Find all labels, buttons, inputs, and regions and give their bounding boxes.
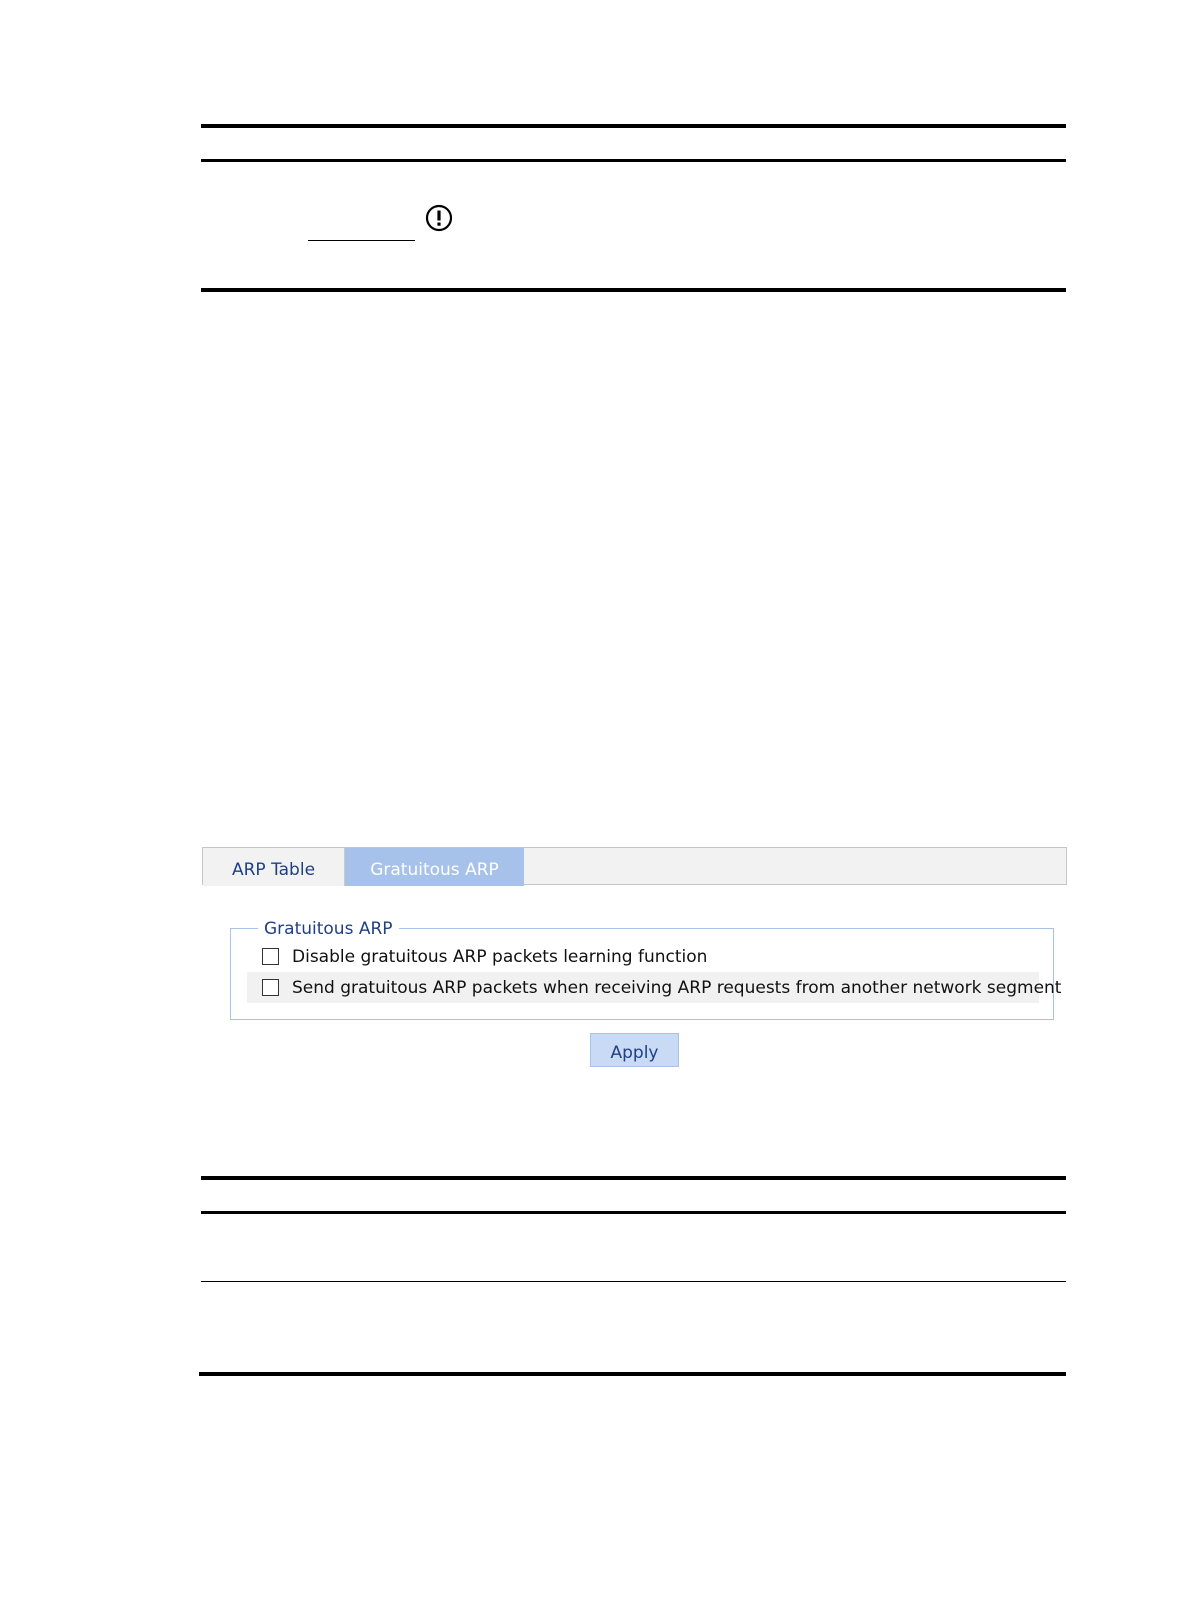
- tab-arp-table[interactable]: ARP Table: [203, 848, 345, 886]
- tab-gratuitous-arp[interactable]: Gratuitous ARP: [345, 848, 524, 886]
- option-row-send-gratuitous: [247, 972, 1062, 1003]
- table-bottom-rule: [201, 288, 1066, 292]
- send-gratuitous-label: Send gratuitous ARP packets when receiving ARP requests from another network segment: [292, 977, 1062, 998]
- table2-row-divider: [201, 1281, 1066, 1282]
- panel-legend: Gratuitous ARP: [258, 918, 399, 940]
- table2-header-rule: [201, 1211, 1066, 1214]
- send-gratuitous-checkbox[interactable]: [262, 979, 279, 996]
- table2-top-rule: [201, 1176, 1066, 1180]
- option-row-disable-learning: [247, 941, 1039, 972]
- tab-bar: [202, 847, 1067, 885]
- table2-bottom-rule: [199, 1372, 1066, 1376]
- apply-button[interactable]: Apply: [590, 1033, 679, 1067]
- table-header-rule: [201, 159, 1066, 162]
- gratuitous-arp-panel: [230, 919, 1062, 1020]
- signature-line: [308, 240, 415, 241]
- disable-learning-label: Disable gratuitous ARP packets learning function: [292, 946, 708, 967]
- disable-learning-checkbox[interactable]: [262, 948, 279, 965]
- caution-icon: [425, 204, 453, 232]
- table-top-rule: [201, 124, 1066, 128]
